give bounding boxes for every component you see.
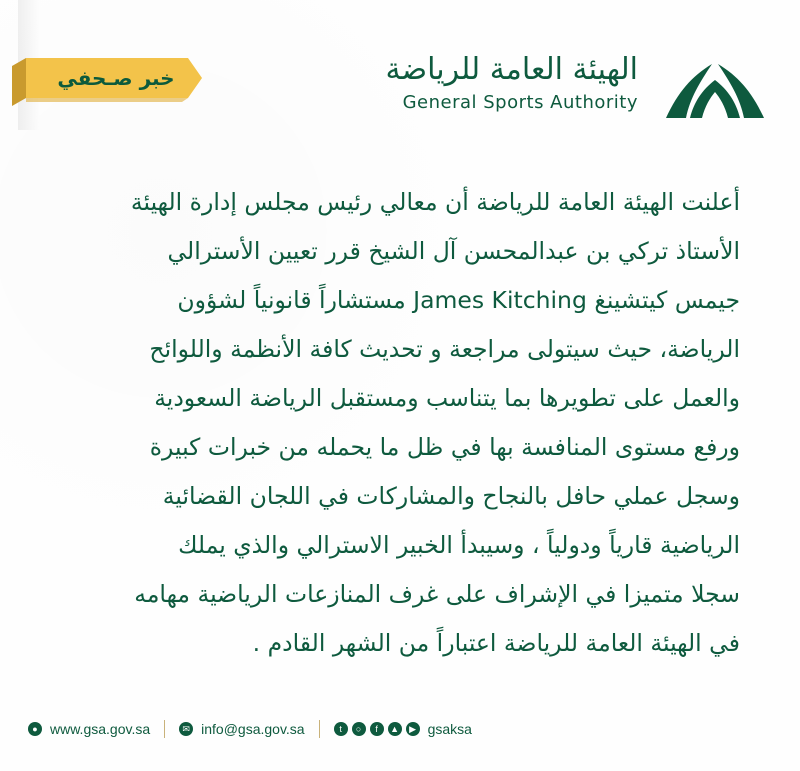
social-icons <box>334 722 420 736</box>
globe-icon: ● <box>28 722 42 736</box>
footer-divider <box>319 720 320 738</box>
article-body <box>62 178 740 668</box>
article-line: والعمل على تطويرها بما يتناسب ومستقبل الرياضة السعودية <box>154 384 740 412</box>
footer <box>28 718 472 740</box>
article-line: في الهيئة العامة للرياضة اعتباراً من الشهر القادم . <box>252 629 740 657</box>
press-news-badge <box>12 50 202 106</box>
article-line: الأستاذ تركي بن عبدالمحسن آل الشيخ قرر تعيين الأسترالي <box>167 237 740 265</box>
snapchat-icon[interactable]: ▲ <box>388 722 402 736</box>
article-line: وسجل عملي حافل بالنجاح والمشاركات في اللجان القضائية <box>162 482 740 510</box>
instagram-icon[interactable]: ○ <box>352 722 366 736</box>
email-link[interactable]: info@gsa.gov.sa <box>201 721 305 737</box>
article-line: سجلا متميزا في الإشراف على غرف المنازعات الرياضية مهامه <box>134 580 740 608</box>
website-link[interactable]: www.gsa.gov.sa <box>50 721 151 737</box>
facebook-icon[interactable]: f <box>370 722 384 736</box>
article-line: ورفع مستوى المنافسة بها في ظل ما يحمله من خبرات كبيرة <box>149 433 740 461</box>
email-icon: ✉ <box>179 722 193 736</box>
footer-divider <box>164 720 165 738</box>
twitter-icon[interactable]: t <box>334 722 348 736</box>
article-line: جيمس كيتشينغ James Kitching مستشاراً قانونياً لشؤون <box>177 286 740 314</box>
gsa-logo-icon <box>660 52 770 124</box>
youtube-icon[interactable]: ▶ <box>406 722 420 736</box>
article-line: الرياضة، حيث سيتولى مراجعة و تحديث كافة الأنظمة واللوائح <box>149 335 740 363</box>
social-handle[interactable]: gsaksa <box>427 721 472 737</box>
badge-label: خبر صـحفي <box>57 66 175 90</box>
article-line: الرياضية قارياً ودولياً ، وسيبدأ الخبير الاسترالي والذي يملك <box>178 531 740 559</box>
logo-english-name: General Sports Authority <box>402 92 638 113</box>
logo-arabic-name: الهيئة العامة للرياضة <box>385 52 638 87</box>
article-line: أعلنت الهيئة العامة للرياضة أن معالي رئيس مجلس إدارة الهيئة <box>130 188 740 216</box>
